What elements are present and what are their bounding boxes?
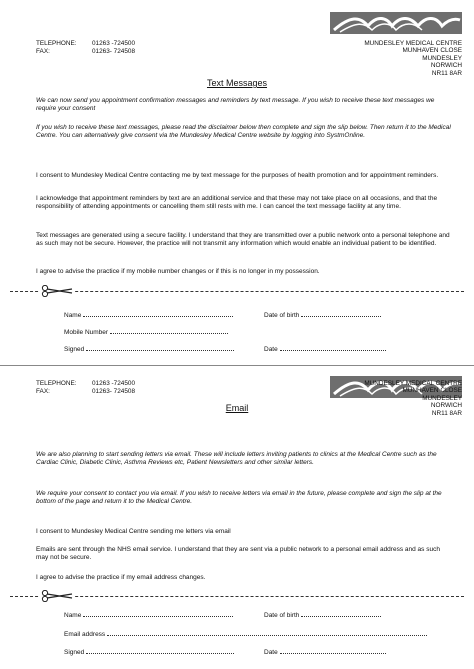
- address-line: NR11 8AR: [431, 69, 462, 77]
- agreement-paragraph: I agree to advise the practice if my email address changes.: [36, 574, 206, 581]
- security-paragraph: Emails are sent through the NHS email service. I understand that they are sent via a public network to a personal email address and as such may not be secure.: [36, 546, 440, 561]
- consent-paragraph: I consent to Mundesley Medical Centre contacting me by text message for the purposes of health promotion and for appointment reminders.: [36, 172, 439, 179]
- mobile-number-field[interactable]: [64, 327, 228, 337]
- name-line[interactable]: [83, 610, 233, 617]
- agreement-paragraph: I agree to advise the practice if my mobile number changes or if this is no longer in my possession.: [36, 268, 320, 275]
- name-field[interactable]: [64, 610, 233, 620]
- name-field[interactable]: [64, 310, 233, 320]
- address-line: MUNDESLEY MEDICAL CENTRE: [364, 40, 462, 47]
- scissors-icon: [40, 590, 74, 602]
- name-line[interactable]: [83, 310, 233, 317]
- scissors-icon: [40, 285, 74, 297]
- fax-label: FAX:: [36, 387, 50, 395]
- instructions-paragraph: If you wish to receive these text messages, please read the disclaimer below then complete and sign the slip below. Then return it to the Medical Centre. You can alternatively give consent via the Mundesley Medical Centre website by logging into SystmOnline.: [36, 124, 451, 139]
- fax-label: FAX:: [36, 47, 50, 55]
- email-address-line[interactable]: [107, 629, 427, 636]
- practice-logo-icon: [330, 12, 462, 34]
- contact-numbers: [36, 380, 135, 395]
- contact-numbers: [36, 40, 135, 55]
- date-label: Date: [264, 346, 278, 353]
- intro-paragraph: We can now send you appointment confirmation messages and reminders by text message. If you wish to receive these text messages we require your consent: [36, 97, 435, 112]
- page-title: Email: [225, 403, 249, 413]
- signed-label: Signed: [64, 649, 85, 656]
- email-address-field[interactable]: [64, 629, 427, 639]
- address-line: MUNDESLEY MEDICAL CENTRE: [364, 380, 462, 387]
- date-of-birth-line[interactable]: [301, 310, 381, 317]
- intro-paragraph: We are also planning to start sending letters via email. These will include letters inviting patients to clinics at the Medical Centre such as the Cardiac Clinic, Diabetic Clinic, Asthma Reviews etc, Patient Newsletters and other similar letters.: [36, 451, 437, 466]
- signature-line[interactable]: [86, 647, 234, 654]
- telephone-label: TELEPHONE:: [36, 40, 77, 47]
- cut-line-dashes: [10, 596, 464, 597]
- signed-label: Signed: [64, 346, 85, 353]
- page-title: Text Messages: [206, 78, 268, 88]
- date-of-birth-label: Date of birth: [264, 612, 300, 619]
- acknowledgement-paragraph: I acknowledge that appointment reminders by text are an additional service and that these may not take place on all occasions, and that the responsibility of attending appointments or cancelling them still rests with me. I can cancel the text message facility at any time.: [36, 195, 438, 210]
- practice-address: [364, 40, 462, 77]
- date-line[interactable]: [280, 344, 386, 351]
- telephone-number: 01263 -724500: [92, 40, 135, 47]
- email-address-label: Email address: [64, 631, 106, 638]
- mobile-number-label: Mobile Number: [64, 329, 109, 336]
- name-label: Name: [64, 612, 82, 619]
- telephone-label: TELEPHONE:: [36, 380, 77, 387]
- address-line: NORWICH: [430, 62, 462, 70]
- date-field[interactable]: [264, 647, 386, 657]
- address-line: NORWICH: [430, 402, 462, 410]
- address-line: MUNDESLEY: [422, 394, 462, 402]
- signature-line[interactable]: [86, 344, 234, 351]
- signed-field[interactable]: [64, 344, 234, 354]
- address-line: MUNDESLEY: [422, 54, 462, 62]
- email-consent-form: [0, 366, 474, 669]
- cut-line: [10, 285, 464, 297]
- mobile-number-line[interactable]: [110, 327, 228, 334]
- date-label: Date: [264, 649, 278, 656]
- address-line: MUNHAVEN CLOSE: [402, 387, 462, 395]
- address-line: NR11 8AR: [431, 409, 462, 417]
- cut-line: [10, 590, 464, 602]
- date-of-birth-field[interactable]: [264, 610, 381, 620]
- date-of-birth-label: Date of birth: [264, 312, 300, 319]
- fax-number: 01263- 724508: [92, 387, 135, 395]
- name-label: Name: [64, 312, 82, 319]
- fax-number: 01263- 724508: [92, 47, 135, 55]
- date-of-birth-field[interactable]: [264, 310, 381, 320]
- signed-field[interactable]: [64, 647, 234, 657]
- date-line[interactable]: [280, 647, 386, 654]
- telephone-number: 01263 -724500: [92, 380, 135, 387]
- security-paragraph: Text messages are generated using a secure facility. I understand that they are transmitted over a public network onto a personal telephone and as such may not be secure. However, the practice will not transmit any information which would enable an individual patient to be identified.: [36, 232, 450, 247]
- date-field[interactable]: [264, 344, 386, 354]
- instructions-paragraph: We require your consent to contact you via email. If you wish to receive letters via email in the future, please complete and sign the slip at the bottom of the page and return it to the Medical Centre.: [36, 490, 442, 505]
- cut-line-dashes: [10, 291, 464, 292]
- address-line: MUNHAVEN CLOSE: [402, 47, 462, 55]
- consent-paragraph: I consent to Mundesley Medical Centre sending me letters via email: [36, 528, 231, 535]
- date-of-birth-line[interactable]: [301, 610, 381, 617]
